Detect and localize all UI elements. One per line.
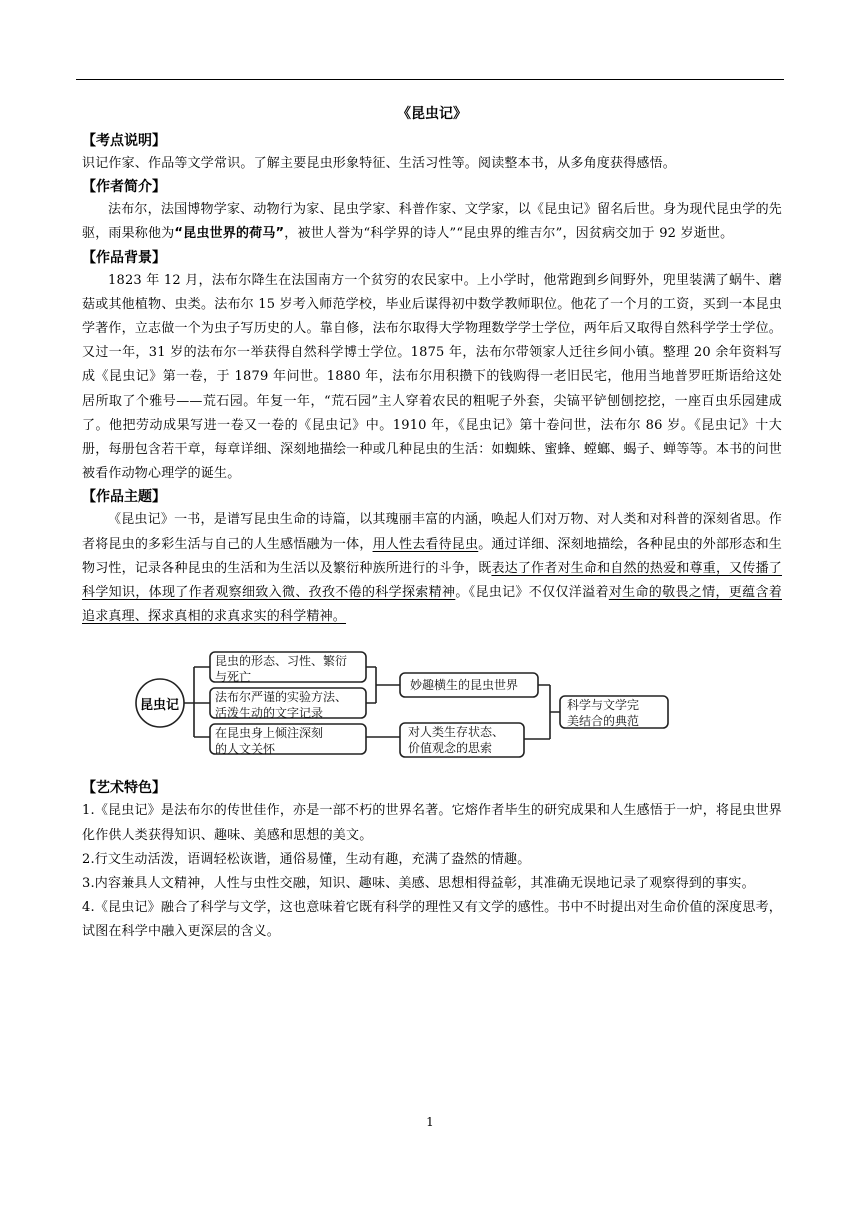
section-heading-beijing: 【作品背景】	[82, 249, 166, 266]
page-number: 1	[426, 1115, 434, 1129]
mind-map-node-1-line2: 与死亡	[215, 670, 252, 685]
mind-map-node-3	[215, 725, 323, 757]
zuozhe-text-2: ，被世人誉为“科学界的诗人”“昆虫界的维吉尔”，因贫病交加于 92 岁逝世。	[284, 226, 734, 242]
zhuti-underline-2: 表达了作者对生命和自然的热爱和尊重，又传播了科学知识，体现了作者观察细致入微、孜孜不倦的科学探索精神	[82, 560, 782, 601]
mind-map-node-6-line1: 科学与文学完	[567, 698, 640, 713]
zhuti-underline-3: 对生命的敬畏之情，更蕴含着追求真理、探求真相的求真求实的科学精神。	[82, 585, 782, 625]
mind-map-node-5	[408, 724, 504, 756]
mind-map-node-2	[215, 689, 347, 721]
section-heading-zuozhe: 【作者简介】	[82, 179, 166, 196]
mind-map-node-1	[215, 653, 347, 685]
zuozhe-text-1: 法布尔，法国博物学家、动物行为家、昆虫学家、科普作家、文学家，以《昆虫记》留名后世。身为现代昆虫学的先驱，雨果称他为	[82, 202, 782, 242]
yishu-item-4: 4.《昆虫记》融合了科学与文学，这也意味着它既有科学的理性又有文学的感性。书中不时提出对生命价值的深度思考，试图在科学中融入更深层的含义。	[82, 900, 782, 940]
section-heading-zhuti: 【作品主题】	[82, 489, 166, 506]
mind-map-node-4-line1: 妙趣横生的昆虫世界	[410, 678, 519, 693]
mind-map-node-6	[567, 697, 639, 729]
document-body	[82, 104, 782, 945]
mind-map-connector-upper	[366, 667, 400, 703]
mind-map-node-3-line1: 在昆虫身上倾注深刻	[215, 726, 324, 741]
mind-map-node-2-line1: 法布尔严谨的实验方法、	[215, 690, 348, 705]
document-title: 《昆虫记》	[397, 106, 467, 122]
mind-map-node-2-line2: 活泼生动的文字记录	[215, 706, 324, 721]
mind-map-left-branches	[184, 667, 210, 737]
zhuti-text-1: 《昆虫记》一书，是谱写昆虫生命的诗篇，以其瑰丽丰富的内涵，唤起人们对万物、对人类和对科普的深刻省思。作者将昆虫的多彩生活与自己的人生感悟融为一体，	[82, 512, 782, 552]
yishu-item-3: 3.内容兼具人文精神，人性与虫性交融，知识、趣味、美感、思想相得益彰，其准确无误地记录了观察得到的事实。	[82, 876, 755, 892]
mind-map-node-6-line2: 美结合的典范	[567, 714, 640, 729]
zhuti-text-2: 。通过详细、深刻地描绘，各种昆虫的外部形态和生物习性，记录各种昆虫的生活和为生活以及繁衍种族所进行的斗争，既	[82, 536, 782, 576]
mind-map-node-3-line2: 的人文关怀	[215, 742, 276, 757]
mind-map-center-label: 昆虫记	[140, 698, 180, 714]
header-rule	[76, 79, 784, 80]
zuozhe-paragraph	[82, 198, 782, 246]
zhuti-underline-1: 用人性去看待昆虫	[372, 536, 479, 552]
mind-map	[82, 633, 782, 763]
mind-map-node-1-line1: 昆虫的形态、习性、繁衍	[215, 654, 348, 669]
mind-map-node-5-line1: 对人类生存状态、	[408, 725, 505, 740]
yishu-item-2: 2.行文生动活泼，语调轻松诙谐，通俗易懂，生动有趣，充满了盎然的情趣。	[82, 851, 531, 867]
zhuti-text-3: 。《昆虫记》不仅仅洋溢着	[455, 585, 609, 601]
mind-map-connector-right	[524, 685, 560, 739]
mind-map-node-4	[410, 677, 518, 693]
beijing-paragraph: 1823 年 12 月，法布尔降生在法国南方一个贫穷的农民家中。上小学时，他常跑到乡间野外，兜里装满了蜗牛、蘑菇或其他植物、虫类。法布尔 15 岁考入师范学校，毕业后谋得初中数学教师职位。他花了一个月的工资，买到一本昆虫学著作，立志做一个为虫子写历史的人。靠自修，法布尔取得大学物理数学学士学位，两年后又取得自然科学学士学位。又过一年，31 岁的法布尔一举获得自然科学博士学位。1875 年，法布尔带领家人迁往乡间小镇。整理 20 余年资料写成《昆虫记》第一卷，于 1879 年问世。1880 年，法布尔用积攒下的钱购得一老旧民宅，他用当地普罗旺斯语给这处居所取了个雅号——荒石园。年复一年，“荒石园”主人穿着农民的粗呢子外套，尖镐平铲刨刨挖挖，一座百虫乐园建成了。他把劳动成果写进一卷又一卷的《昆虫记》中。1910 年，《昆虫记》第十卷问世，法布尔 86 岁。《昆虫记》十大册，每册包含若干章，每章详细、深刻地描绘一种或几种昆虫的生活：如蜘蛛、蜜蜂、螳螂、蝎子、蝉等等。本书的问世被看作动物心理学的诞生。	[82, 272, 782, 482]
section-heading-kaodian: 【考点说明】	[82, 133, 166, 149]
yishu-item-1: 1.《昆虫记》是法布尔的传世佳作，亦是一部不朽的世界名著。它熔作者毕生的研究成果和人生感悟于一炉，将昆虫世界化作供人类获得知识、趣味、美感和思想的美文。	[82, 803, 782, 843]
zhuti-paragraph	[82, 508, 782, 629]
section-heading-yishu: 【艺术特色】	[82, 780, 166, 797]
mind-map-node-5-line2: 价值观念的思索	[408, 741, 493, 756]
kaodian-paragraph: 识记作家、作品等文学常识。了解主要昆虫形象特征、生活习性等。阅读整本书，从多角度获得感悟。	[82, 156, 677, 171]
zuozhe-bold-phrase: “昆虫世界的荷马”	[174, 226, 285, 242]
